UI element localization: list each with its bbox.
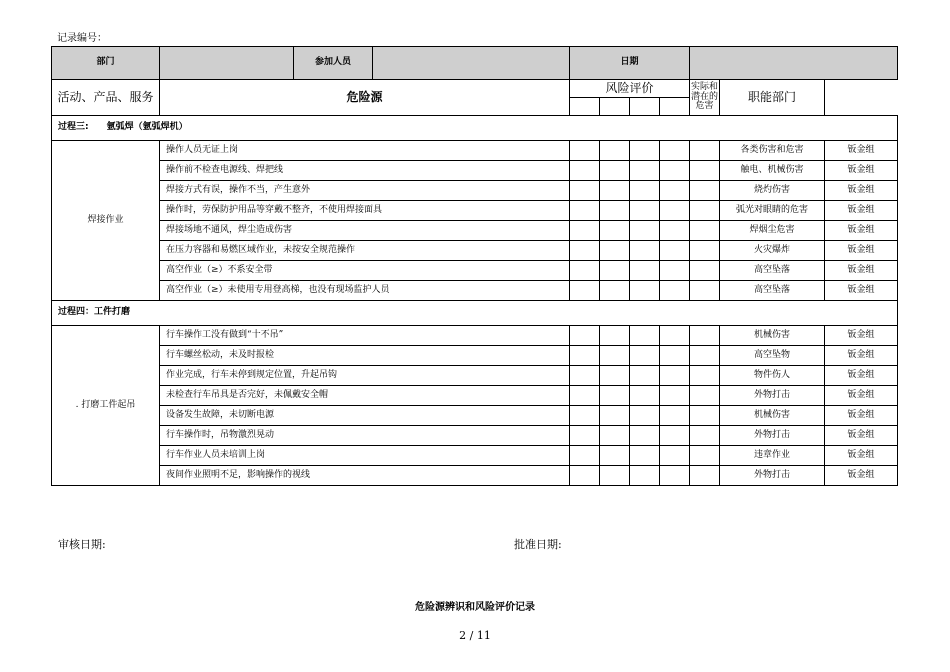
process3-title-row: [52, 116, 898, 141]
hazard-cell: 焊接方式有误，操作不当，产生意外: [160, 181, 570, 201]
hazard-cell: 高空作业（≥）未使用专用登高梯，也没有现场监护人员: [160, 281, 570, 301]
approve-date-label: 批准日期:: [514, 538, 562, 551]
hazard-cell: 行车操作工没有做到“十不吊”: [160, 326, 570, 346]
process3-title: 过程三: 氩弧焊（氩弧焊机）: [52, 116, 898, 141]
dept-cell: 钣金组: [825, 261, 898, 281]
process4-title: 过程四：工件打磨: [52, 301, 898, 326]
table-row: [52, 161, 898, 181]
document-title: 危险源辨识和风险评价记录: [415, 602, 535, 613]
participants-value-cell: [373, 47, 570, 80]
table-row: [52, 326, 898, 346]
harm-cell: 烧灼伤害: [720, 181, 825, 201]
table-row: [52, 426, 898, 446]
hazard-header: 危险源: [160, 80, 570, 116]
table-row: [52, 346, 898, 366]
harm-cell: 物件伤人: [720, 366, 825, 386]
harm-cell: 各类伤害和危害: [720, 141, 825, 161]
dept-cell: 钣金组: [825, 181, 898, 201]
table-row: [52, 281, 898, 301]
dept-header: 部门: [52, 47, 160, 80]
hazard-cell: 未检查行车吊具是否完好，未佩戴安全帽: [160, 386, 570, 406]
hazard-record-table: [51, 46, 898, 486]
actual-harm-header: 实际和潜在的危害: [690, 80, 720, 116]
dept-cell: 钣金组: [825, 141, 898, 161]
hazard-cell: 操作前不检查电源线、焊把线: [160, 161, 570, 181]
harm-cell: 违章作业: [720, 446, 825, 466]
table-row: [52, 466, 898, 486]
harm-cell: 高空坠物: [720, 346, 825, 366]
dept-cell: 钣金组: [825, 221, 898, 241]
harm-cell: 高空坠落: [720, 261, 825, 281]
dept-cell: 钣金组: [825, 326, 898, 346]
process3-activity: 焊接作业: [52, 141, 160, 301]
dept-cell: 钣金组: [825, 426, 898, 446]
dept-cell: 钣金组: [825, 386, 898, 406]
hazard-cell: 行车操作时，吊物激烈晃动: [160, 426, 570, 446]
dept-cell: 钣金组: [825, 446, 898, 466]
table-row: [52, 141, 898, 161]
harm-cell: 焊烟尘危害: [720, 221, 825, 241]
table-row: [52, 181, 898, 201]
risk-col-3: [630, 98, 660, 116]
hazard-cell: 高空作业（≥）不系安全带: [160, 261, 570, 281]
table-row: [52, 406, 898, 426]
dept-cell: 钣金组: [825, 161, 898, 181]
harm-cell: 机械伤害: [720, 326, 825, 346]
table-row: [52, 446, 898, 466]
table-row: [52, 221, 898, 241]
hazard-cell: 行车螺丝松动，未及时报检: [160, 346, 570, 366]
date-value-cell: [690, 47, 898, 80]
hazard-cell: 设备发生故障，未切断电源: [160, 406, 570, 426]
risk-col-1: [570, 98, 600, 116]
hazard-cell: 作业完成，行车未停到规定位置，升起吊钩: [160, 366, 570, 386]
table-row: [52, 366, 898, 386]
dept-cell: 钣金组: [825, 366, 898, 386]
func-dept-header: 职能部门: [720, 80, 825, 116]
header-row-1: [52, 47, 898, 80]
activity-header: 活动、产品、服务: [52, 80, 160, 116]
record-number-label: 记录编号：: [57, 33, 107, 44]
hazard-cell: 行车作业人员未培训上岗: [160, 446, 570, 466]
harm-cell: 火灾爆炸: [720, 241, 825, 261]
hazard-cell: 焊接场地不通风，焊尘造成伤害: [160, 221, 570, 241]
dept-cell: 钣金组: [825, 346, 898, 366]
harm-cell: 弧光对眼睛的危害: [720, 201, 825, 221]
table-row: [52, 261, 898, 281]
process4-activity: . 打磨工件起吊: [52, 326, 160, 486]
participants-header: 参加人员: [294, 47, 373, 80]
page-number: 2 / 11: [459, 629, 491, 642]
dept-cell: 钣金组: [825, 466, 898, 486]
hazard-cell: 夜间作业照明不足，影响操作的视线: [160, 466, 570, 486]
risk-col-2: [600, 98, 630, 116]
table-row: [52, 241, 898, 261]
hazard-cell: 在压力容器和易燃区域作业，未按安全规范操作: [160, 241, 570, 261]
harm-cell: 外物打击: [720, 466, 825, 486]
dept-cell: 钣金组: [825, 201, 898, 221]
dept-value-cell: [160, 47, 294, 80]
harm-cell: 外物打击: [720, 386, 825, 406]
header-row-2a: [52, 80, 898, 98]
harm-cell: 机械伤害: [720, 406, 825, 426]
review-date-label: 审核日期:: [58, 538, 106, 551]
harm-cell: 外物打击: [720, 426, 825, 446]
risk-col-4: [660, 98, 690, 116]
hazard-cell: 操作人员无证上岗: [160, 141, 570, 161]
harm-cell: 触电、机械伤害: [720, 161, 825, 181]
harm-cell: 高空坠落: [720, 281, 825, 301]
hazard-cell: 操作时，劳保防护用品等穿戴不整齐，不使用焊接面具: [160, 201, 570, 221]
table-row: [52, 201, 898, 221]
dept-cell: 钣金组: [825, 281, 898, 301]
dept-cell: 钣金组: [825, 241, 898, 261]
risk-eval-header: 风险评价: [570, 80, 690, 98]
table-row: [52, 386, 898, 406]
dept-cell: 钣金组: [825, 406, 898, 426]
process4-title-row: [52, 301, 898, 326]
date-header: 日期: [570, 47, 690, 80]
